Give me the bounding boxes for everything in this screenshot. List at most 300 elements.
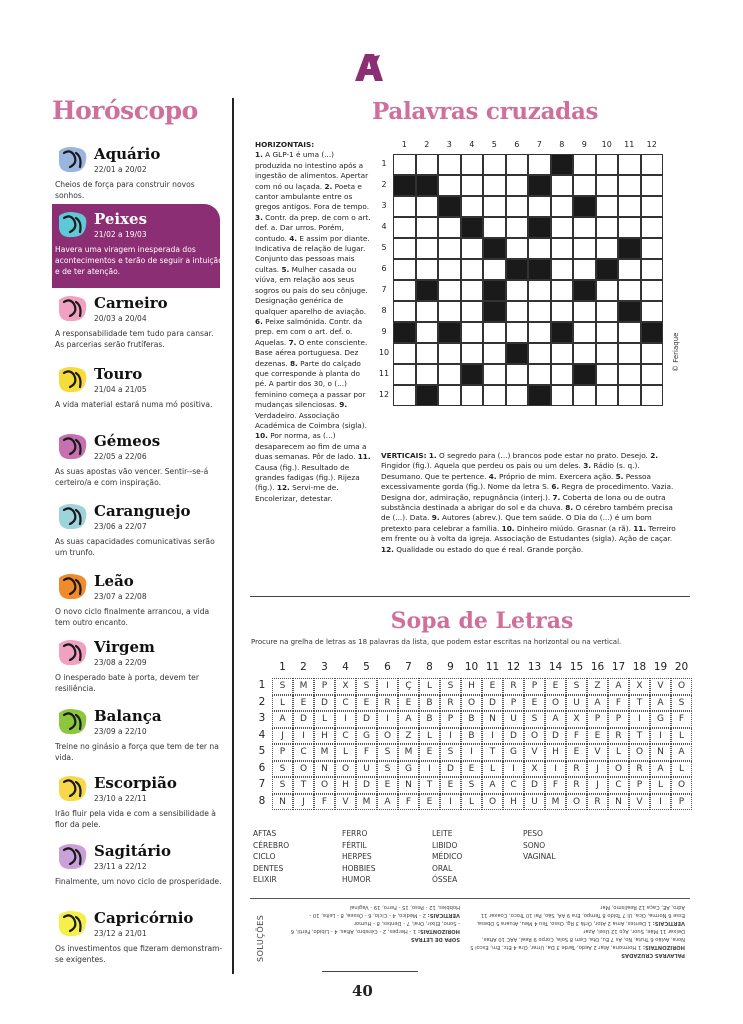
word-search-cell[interactable]: B (461, 711, 482, 728)
word-search-cell[interactable]: P (587, 711, 608, 728)
crossword-cell[interactable] (551, 364, 574, 385)
word-search-cell[interactable]: X (629, 678, 650, 695)
word-search-cell[interactable]: I (419, 761, 440, 778)
crossword-cell[interactable] (618, 343, 641, 364)
crossword-cell[interactable] (641, 364, 664, 385)
crossword-cell[interactable] (506, 154, 529, 175)
word-search-cell[interactable]: E (419, 794, 440, 811)
word-search-cell[interactable]: S (566, 678, 587, 695)
crossword-cell[interactable] (573, 259, 596, 280)
crossword-cell[interactable] (618, 196, 641, 217)
clue-text: A GLP-1 é uma (...) produzida no intestino após a ingestão de alimentos. Apertar com nó ou laçada. (255, 150, 369, 191)
word-search-cell[interactable]: E (440, 777, 461, 794)
crossword-cell[interactable] (596, 385, 619, 406)
crossword-cell[interactable] (596, 322, 619, 343)
word-search-cell[interactable]: J (293, 794, 314, 811)
crossword-cell[interactable] (551, 343, 574, 364)
word-search-cell[interactable]: L (419, 728, 440, 745)
crossword-cell[interactable] (641, 196, 664, 217)
word-search-cell[interactable]: E (293, 695, 314, 712)
crossword-cell[interactable] (438, 259, 461, 280)
word-search-cell[interactable]: O (293, 761, 314, 778)
crossword-cell[interactable] (506, 175, 529, 196)
crossword-cell[interactable] (618, 364, 641, 385)
word-search-cell[interactable]: V (335, 794, 356, 811)
crossword-cell[interactable] (528, 322, 551, 343)
crossword-cell[interactable] (393, 154, 416, 175)
word-search-cell[interactable]: H (461, 678, 482, 695)
crossword-cell[interactable] (461, 259, 484, 280)
word-search-cell[interactable]: T (629, 695, 650, 712)
crossword-cell[interactable] (618, 175, 641, 196)
word-search-cell[interactable]: G (650, 711, 671, 728)
word-search-cell[interactable]: L (335, 744, 356, 761)
word-search-col-number: 9 (447, 661, 454, 673)
sign-name: Virgem (94, 638, 155, 656)
word-search-cell[interactable]: A (377, 794, 398, 811)
clue-text: Por norma, as (...) desaparecem ao fim de uma a duas semanas. Pôr de lado. (255, 431, 367, 462)
word-search-cell[interactable]: S (461, 777, 482, 794)
word-search-cell[interactable]: F (545, 777, 566, 794)
crossword-cell[interactable] (416, 154, 439, 175)
crossword-cell[interactable] (461, 154, 484, 175)
crossword-cell[interactable] (461, 301, 484, 322)
crossword-cell[interactable] (438, 238, 461, 259)
word-search-cell[interactable]: P (503, 695, 524, 712)
word-search-cell[interactable]: P (440, 711, 461, 728)
crossword-cell[interactable] (573, 343, 596, 364)
word-search-cell[interactable]: T (419, 777, 440, 794)
word-search-cell[interactable]: M (356, 794, 377, 811)
crossword-cell[interactable] (461, 175, 484, 196)
word-search-cell[interactable]: X (335, 678, 356, 695)
word-search-cell[interactable]: I (293, 728, 314, 745)
crossword-cell[interactable] (416, 217, 439, 238)
crossword-cell[interactable] (393, 259, 416, 280)
clue-text: E assim por diante. Indicativa de relação de lugar. Conjunto das pessoas mais cultas. (255, 233, 370, 274)
crossword-cell[interactable] (641, 154, 664, 175)
clue-text: Servi-me de. Encolerizar, detestar. (255, 483, 339, 503)
crossword-cell[interactable] (596, 175, 619, 196)
word-search-cell[interactable]: E (398, 695, 419, 712)
crossword-cell[interactable] (483, 364, 506, 385)
word-search-cell[interactable]: B (419, 695, 440, 712)
crossword-cell[interactable] (641, 238, 664, 259)
word-search-cell[interactable]: O (482, 794, 503, 811)
crossword-cell[interactable] (551, 196, 574, 217)
word-search-cell[interactable]: D (440, 761, 461, 778)
word-search-cell[interactable]: R (566, 777, 587, 794)
word-search-cell[interactable]: O (671, 678, 692, 695)
crossword-cell[interactable] (596, 301, 619, 322)
crossword-cell[interactable] (416, 322, 439, 343)
word-search-cell[interactable]: R (566, 761, 587, 778)
crossword-cell[interactable] (461, 385, 484, 406)
word-search-cell[interactable]: T (629, 728, 650, 745)
word-search-cell[interactable]: E (356, 695, 377, 712)
word-search-cell[interactable]: G (398, 761, 419, 778)
word-search-cell[interactable]: R (608, 728, 629, 745)
crossword-cell[interactable] (618, 322, 641, 343)
crossword-cell[interactable] (483, 259, 506, 280)
crossword-cell[interactable] (416, 259, 439, 280)
word-search-cell[interactable]: S (524, 711, 545, 728)
crossword-cell[interactable] (528, 343, 551, 364)
word-search-cell[interactable]: I (440, 794, 461, 811)
word-search-cell[interactable]: T (482, 744, 503, 761)
crossword-cell[interactable] (596, 217, 619, 238)
word-search-cell[interactable]: F (566, 728, 587, 745)
word-search-cell[interactable]: O (566, 794, 587, 811)
crossword-cell[interactable] (461, 196, 484, 217)
crossword-cell[interactable] (461, 322, 484, 343)
word-search-cell[interactable]: I (377, 711, 398, 728)
crossword-cell[interactable] (528, 154, 551, 175)
crossword-cell[interactable] (393, 301, 416, 322)
word-search-cell[interactable]: N (608, 794, 629, 811)
word-search-cell[interactable]: L (671, 761, 692, 778)
clue-number: 6. (551, 482, 560, 492)
word-search-cell[interactable]: R (503, 678, 524, 695)
word-search-cell[interactable]: V (524, 744, 545, 761)
word-search-cell[interactable]: O (545, 695, 566, 712)
word-search-cell[interactable]: S (440, 744, 461, 761)
word-search-cell[interactable]: P (272, 744, 293, 761)
word-search-cell[interactable]: P (314, 678, 335, 695)
word-search-cell[interactable]: L (482, 761, 503, 778)
word-search-cell[interactable]: Z (398, 728, 419, 745)
word-search-cell[interactable]: A (650, 695, 671, 712)
word-search-cell[interactable]: M (293, 678, 314, 695)
crossword-cell[interactable] (596, 238, 619, 259)
word-search-cell[interactable]: F (608, 695, 629, 712)
word-search-cell[interactable]: A (482, 777, 503, 794)
word-search-cell[interactable]: A (608, 678, 629, 695)
crossword-cell[interactable] (438, 217, 461, 238)
crossword-cell[interactable] (641, 343, 664, 364)
crossword-cell[interactable] (416, 196, 439, 217)
crossword-cell[interactable] (483, 385, 506, 406)
crossword-cell[interactable] (506, 217, 529, 238)
crossword-cell[interactable] (438, 343, 461, 364)
crossword-cell[interactable] (573, 217, 596, 238)
crossword-cell[interactable] (618, 280, 641, 301)
word-search-cell[interactable]: T (293, 777, 314, 794)
word-search-cell[interactable]: S (272, 678, 293, 695)
crossword-cell[interactable] (416, 364, 439, 385)
crossword-cell[interactable] (438, 364, 461, 385)
word-search-cell[interactable]: U (503, 711, 524, 728)
crossword-cell[interactable] (506, 301, 529, 322)
word-search-cell[interactable]: S (356, 678, 377, 695)
word-search-cell[interactable]: A (587, 695, 608, 712)
crossword-cell[interactable] (551, 259, 574, 280)
crossword-cell[interactable] (596, 196, 619, 217)
word-search-cell[interactable]: U (566, 695, 587, 712)
word-search-cell[interactable]: L (272, 695, 293, 712)
word-search-cell[interactable]: E (461, 761, 482, 778)
crossword-black-cell (483, 301, 506, 322)
crossword-cell[interactable] (618, 154, 641, 175)
word-search-cell[interactable]: S (671, 695, 692, 712)
word-search-cell[interactable]: U (524, 794, 545, 811)
crossword-cell[interactable] (641, 280, 664, 301)
word-search-cell[interactable]: F (314, 794, 335, 811)
crossword-cell[interactable] (528, 280, 551, 301)
word-search-cell[interactable]: R (629, 761, 650, 778)
word-search-cell[interactable]: R (587, 794, 608, 811)
word-search-cell[interactable]: E (377, 777, 398, 794)
word-search-cell[interactable]: I (650, 794, 671, 811)
crossword-cell[interactable] (483, 322, 506, 343)
word-search-cell[interactable]: I (482, 728, 503, 745)
word-search-cell[interactable]: E (419, 744, 440, 761)
crossword-cell[interactable] (641, 385, 664, 406)
crossword-cell[interactable] (393, 364, 416, 385)
word-search-cell[interactable]: L (419, 678, 440, 695)
crossword-cell[interactable] (461, 343, 484, 364)
word-search-cell[interactable]: E (545, 678, 566, 695)
word-search-cell[interactable]: L (671, 728, 692, 745)
word-search-cell[interactable]: I (503, 761, 524, 778)
crossword-cell[interactable] (551, 238, 574, 259)
crossword-cell[interactable] (528, 196, 551, 217)
word-search-cell[interactable]: S (272, 777, 293, 794)
crossword-cell[interactable] (573, 322, 596, 343)
word-search-cell[interactable]: F (398, 794, 419, 811)
crossword-cell[interactable] (573, 154, 596, 175)
word-search-row-number: 4 (258, 728, 266, 741)
word-search-cell[interactable]: P (629, 777, 650, 794)
word-search-cell[interactable]: M (545, 794, 566, 811)
word-search-cell[interactable]: B (419, 711, 440, 728)
crossword-cell[interactable] (393, 217, 416, 238)
crossword-cell[interactable] (573, 238, 596, 259)
sign-text: O inesperado bate à porta, devem ter resiliência. (55, 673, 199, 693)
crossword-cell[interactable] (393, 280, 416, 301)
word-search-cell[interactable]: N (272, 794, 293, 811)
word-search-cell[interactable]: D (524, 777, 545, 794)
word-search-cell[interactable]: E (587, 728, 608, 745)
sign-dates: 21/04 a 21/05 (94, 385, 147, 394)
word-list-item: VAGINAL (523, 852, 556, 861)
crossword-cell[interactable] (506, 385, 529, 406)
word-search-cell[interactable]: N (314, 761, 335, 778)
word-search-cell[interactable]: D (356, 777, 377, 794)
crossword-cell[interactable] (416, 238, 439, 259)
word-search-cell[interactable]: O (608, 761, 629, 778)
crossword-cell[interactable] (551, 301, 574, 322)
word-search-cell[interactable]: E (482, 678, 503, 695)
word-search-cell[interactable]: S (440, 678, 461, 695)
clue-text: Peixe salmónida. Contr. da prep. em com o art. def. o. Aquelas. (255, 316, 363, 347)
word-search-cell[interactable]: D (314, 695, 335, 712)
word-search-cell[interactable]: O (461, 695, 482, 712)
word-search-cell[interactable]: O (314, 777, 335, 794)
crossword-cell[interactable] (416, 343, 439, 364)
word-search-cell[interactable]: O (524, 728, 545, 745)
sign-text: A responsabilidade tem tudo para cansar. As parcerias serão frutíferas. (55, 329, 214, 349)
word-search-cell[interactable]: Ç (398, 678, 419, 695)
word-search-cell[interactable]: E (566, 744, 587, 761)
crossword-cell[interactable] (573, 301, 596, 322)
word-search-cell[interactable]: J (587, 761, 608, 778)
word-search-cell[interactable]: J (272, 728, 293, 745)
word-search-cell[interactable]: C (293, 744, 314, 761)
word-search-cell[interactable]: D (545, 728, 566, 745)
word-search-cell[interactable]: A (545, 711, 566, 728)
word-search-cell[interactable]: F (356, 744, 377, 761)
crossword-cell[interactable] (438, 301, 461, 322)
word-search-cell[interactable]: C (608, 777, 629, 794)
word-search-cell[interactable]: V (650, 678, 671, 695)
word-search-cell[interactable]: N (650, 744, 671, 761)
word-search-cell[interactable]: I (545, 761, 566, 778)
word-search-cell[interactable]: Z (587, 678, 608, 695)
word-search-cell[interactable]: I (650, 728, 671, 745)
crossword-cell[interactable] (483, 196, 506, 217)
word-search-cell[interactable]: H (545, 744, 566, 761)
crossword-cell[interactable] (416, 301, 439, 322)
word-search-cell[interactable]: O (671, 777, 692, 794)
crossword-cell[interactable] (393, 385, 416, 406)
word-list-item: AFTAS (253, 829, 277, 838)
word-search-cell[interactable]: A (398, 711, 419, 728)
crossword-cell[interactable] (393, 196, 416, 217)
word-search-cell[interactable]: P (524, 678, 545, 695)
crossword-cell[interactable] (461, 238, 484, 259)
word-search-cell[interactable]: C (335, 695, 356, 712)
word-search-cell[interactable]: M (398, 744, 419, 761)
crossword-cell[interactable] (618, 217, 641, 238)
clue-text: Parte do calçado que corresponde à planta do pé. A partir dos 30, o (...) feminino começa a passar por mudanças silenciosas. (255, 358, 366, 410)
word-search-cell[interactable]: J (587, 777, 608, 794)
clue-text: O ente consciente. Base aérea portuguesa. Dez dezenas. (255, 337, 368, 368)
word-search-cell[interactable]: L (314, 711, 335, 728)
word-search-cell[interactable]: A (650, 761, 671, 778)
crossword-cell[interactable] (483, 343, 506, 364)
word-search-cell[interactable]: D (482, 695, 503, 712)
crossword-cell[interactable] (506, 364, 529, 385)
clue-text: Rádio (s. q.). Desumano. Que te pertence. (381, 461, 640, 481)
word-search-cell[interactable]: L (608, 744, 629, 761)
crossword-cell[interactable] (551, 217, 574, 238)
crossword-cell[interactable] (438, 385, 461, 406)
crossword-cell[interactable] (641, 217, 664, 238)
word-search-cell[interactable]: H (335, 777, 356, 794)
crossword-cell[interactable] (618, 259, 641, 280)
word-search-cell[interactable]: O (629, 744, 650, 761)
crossword-cell[interactable] (483, 217, 506, 238)
word-search-cell[interactable]: A (671, 744, 692, 761)
word-search-cell[interactable]: A (272, 711, 293, 728)
word-search-cell[interactable]: I (377, 678, 398, 695)
crossword-cell[interactable] (596, 280, 619, 301)
crossword-cell[interactable] (573, 385, 596, 406)
word-search-cell[interactable]: P (608, 711, 629, 728)
word-search-cell[interactable]: H (314, 728, 335, 745)
crossword-cell[interactable] (573, 175, 596, 196)
word-search-cell[interactable]: R (377, 695, 398, 712)
word-search-cell[interactable]: H (503, 794, 524, 811)
word-search-cell[interactable]: D (503, 728, 524, 745)
crossword-cell[interactable] (641, 259, 664, 280)
word-search-cell[interactable]: R (440, 695, 461, 712)
word-search-cell[interactable]: I (461, 744, 482, 761)
word-search-cell[interactable]: X (524, 761, 545, 778)
crossword-cell[interactable] (618, 385, 641, 406)
clue-number: 1. (255, 150, 263, 160)
crossword-row-number: 4 (381, 222, 387, 231)
crossword-cell[interactable] (551, 385, 574, 406)
crossword-cell[interactable] (506, 238, 529, 259)
crossword-cell[interactable] (641, 175, 664, 196)
crossword-cell[interactable] (596, 364, 619, 385)
crossword-cell[interactable] (528, 238, 551, 259)
word-search-cell[interactable]: U (356, 761, 377, 778)
word-search-cell[interactable]: X (566, 711, 587, 728)
word-search-cell[interactable]: F (671, 711, 692, 728)
crossword-cell[interactable] (393, 238, 416, 259)
word-search-cell[interactable]: V (587, 744, 608, 761)
crossword-cell[interactable] (506, 280, 529, 301)
crossword-cell[interactable] (551, 280, 574, 301)
word-search-cell[interactable]: E (524, 695, 545, 712)
word-search-cell[interactable]: N (482, 711, 503, 728)
word-search-cell[interactable]: L (461, 794, 482, 811)
pisces-icon (56, 210, 90, 240)
word-search-cell[interactable]: G (356, 728, 377, 745)
crossword-cell[interactable] (506, 322, 529, 343)
crossword-cell[interactable] (528, 301, 551, 322)
word-search-cell[interactable]: P (671, 794, 692, 811)
word-search-cell[interactable]: C (503, 777, 524, 794)
word-search-cell[interactable]: V (629, 794, 650, 811)
word-search-cell[interactable]: B (461, 728, 482, 745)
crossword-cell[interactable] (551, 175, 574, 196)
crossword-cell[interactable] (596, 343, 619, 364)
crossword-cell[interactable] (438, 154, 461, 175)
crossword-cell[interactable] (438, 175, 461, 196)
word-search-cell[interactable]: D (356, 711, 377, 728)
word-search-cell[interactable]: M (314, 744, 335, 761)
crossword-cell[interactable] (528, 364, 551, 385)
crossword-cell[interactable] (506, 196, 529, 217)
crossword-cell[interactable] (483, 175, 506, 196)
word-search-cell[interactable]: N (398, 777, 419, 794)
crossword-cell[interactable] (393, 343, 416, 364)
word-search-cell[interactable]: L (650, 777, 671, 794)
word-search-cell[interactable]: O (377, 728, 398, 745)
crossword-cell[interactable] (461, 280, 484, 301)
word-search-cell[interactable]: I (629, 711, 650, 728)
crossword-cell[interactable] (596, 154, 619, 175)
word-search-cell[interactable]: S (377, 761, 398, 778)
word-search-cell[interactable]: I (335, 711, 356, 728)
word-search-cell[interactable]: S (272, 761, 293, 778)
word-search-cell[interactable]: C (335, 728, 356, 745)
word-search-cell[interactable]: O (335, 761, 356, 778)
word-search-cell[interactable]: S (377, 744, 398, 761)
word-search-cell[interactable]: D (293, 711, 314, 728)
crossword-cell[interactable] (641, 301, 664, 322)
word-search-cell[interactable]: G (503, 744, 524, 761)
crossword-cell[interactable] (483, 154, 506, 175)
crossword-cell[interactable] (438, 280, 461, 301)
crossword-row-number: 5 (381, 243, 387, 252)
crossword-col-number: 2 (424, 140, 430, 149)
word-search-cell[interactable]: I (440, 728, 461, 745)
